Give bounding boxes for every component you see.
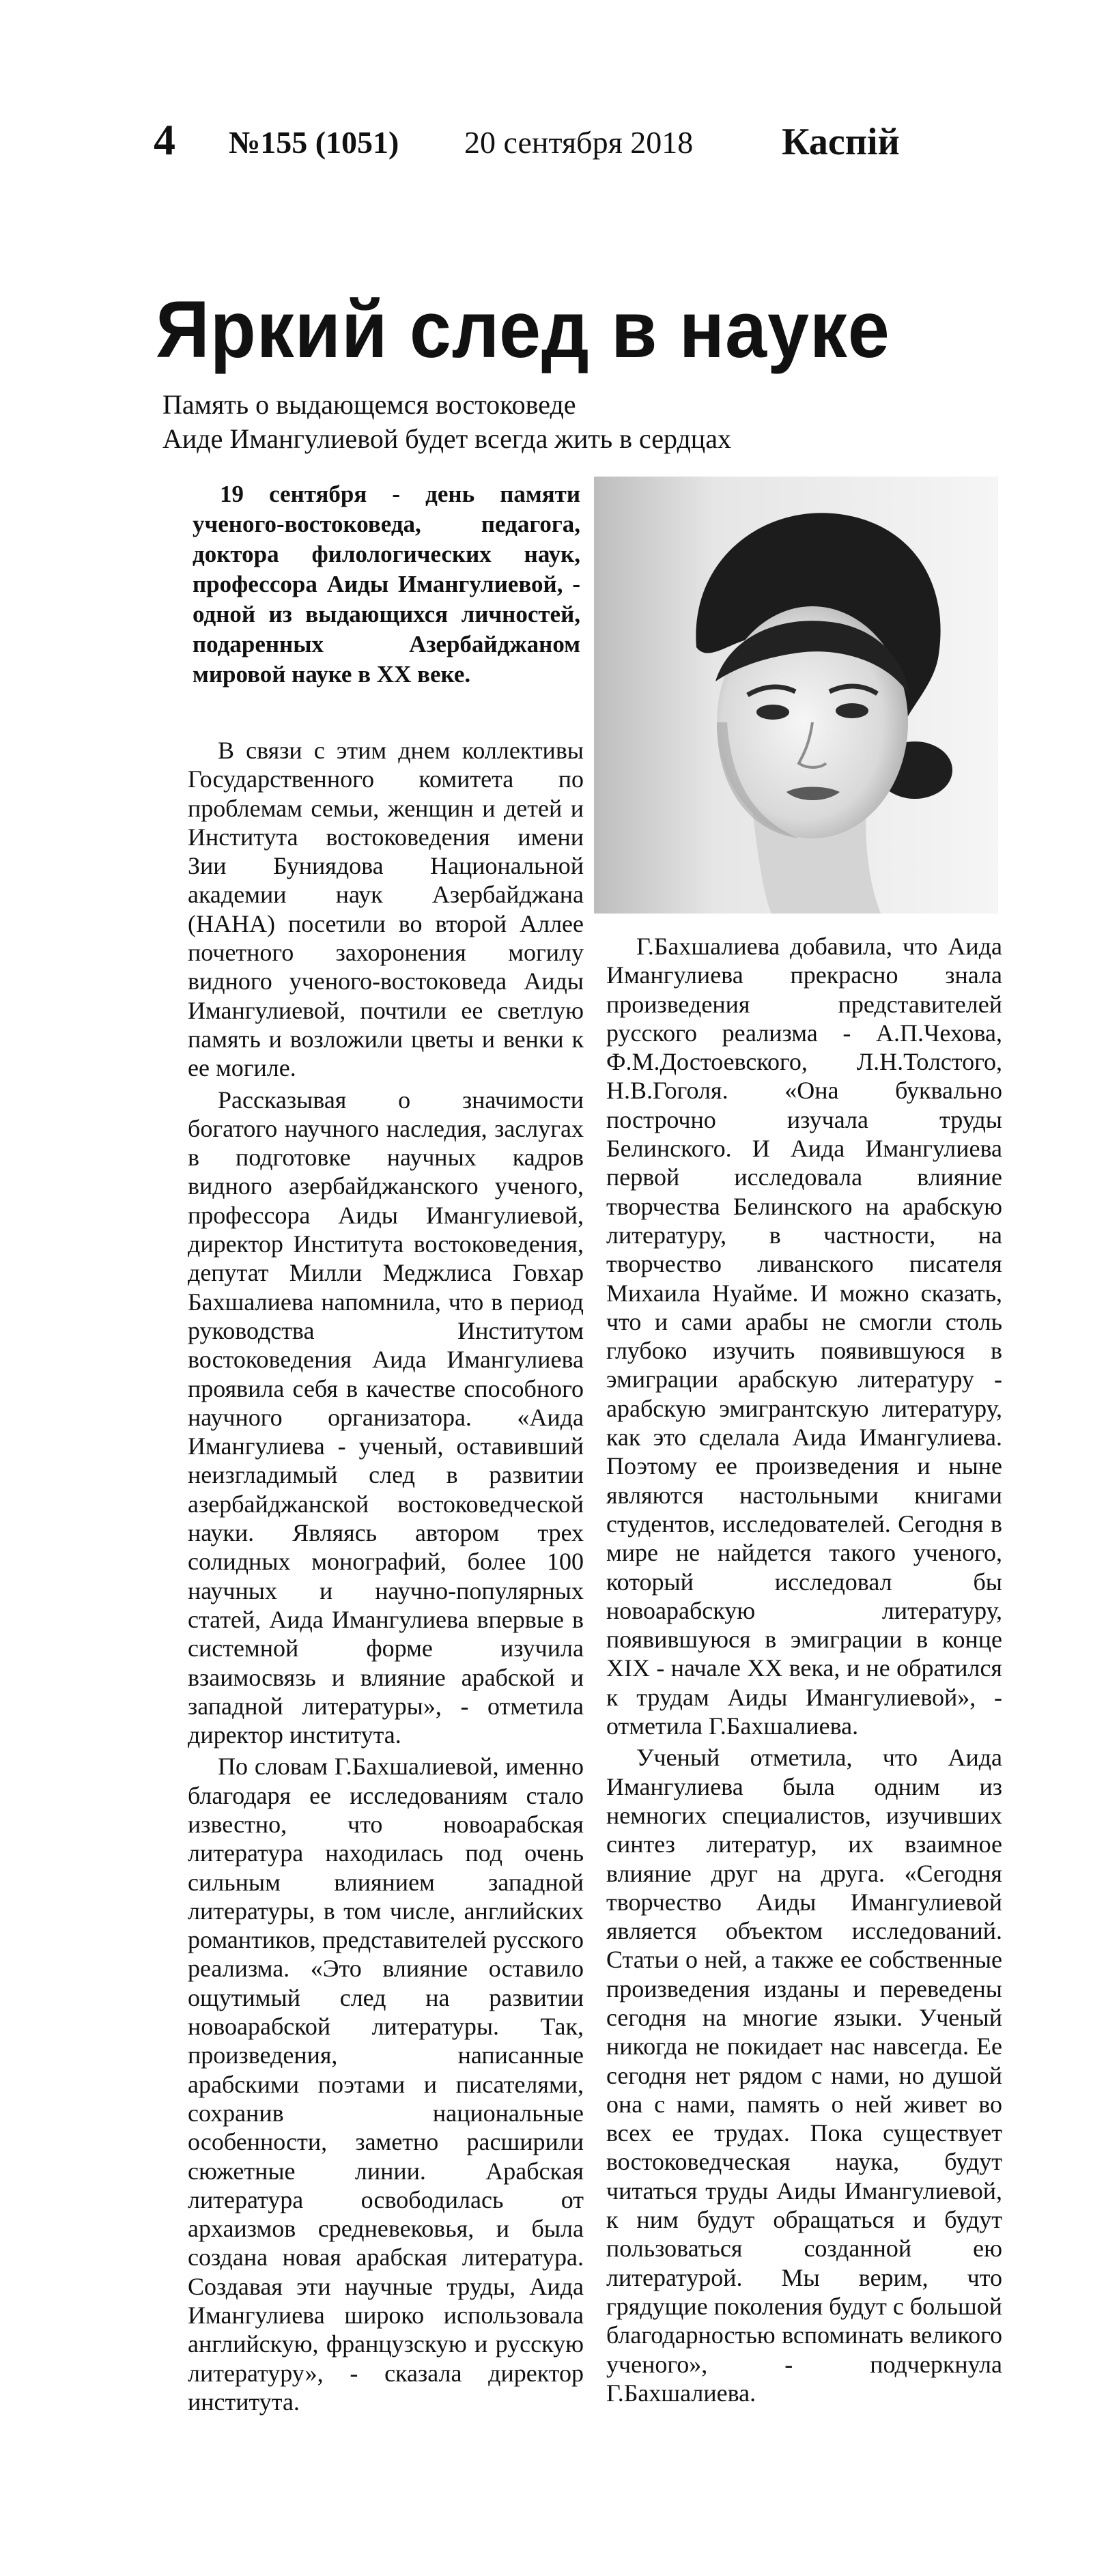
subtitle-line: Память о выдающемся востоковеде <box>162 389 576 420</box>
article-lead: 19 сентября - день памяти ученого-востоковеда, педагога, доктора филологических наук, профессора Аиды Имангулиевой, - одной из выдающихся личностей, подаренных Азербайджаном мировой науке в XX веке. <box>193 481 580 688</box>
issue-number: №155 (1051) <box>229 125 399 160</box>
issue-date: 20 сентября 2018 <box>464 125 694 160</box>
article-paragraph: По словам Г.Бахшалиевой, именно благодаря ее исследованиям стало известно, что новоарабская литература находилась под очень сильным влиянием западной литературы, в том числе, английских романтиков, представителей русского реализма. «Это влияние оставило ощутимый след на развитии новоарабской литературы. Так, произведения, написанные арабскими поэтами и писателями, сохранив национальные особенности, заметно расширили сюжетные линии. Арабская литература освободилась от архаизмов средневековья, и была создана новая арабская литература. Создавая эти научные труды, Аида Имангулиева широко использовала английскую, французскую и русскую литературу», - сказала директор института. <box>188 1753 584 2416</box>
article-paragraph: В связи с этим днем коллективы Государственного комитета по проблемам семьи, женщин и детей и Института востоковедения имени Зии Буниядова Национальной академии наук Азербайджана (НАНА) посетили во второй Аллее почетного захоронения могилу видного ученого-востоковеда Аиды Имангулиевой, почтили ее светлую память и возложили цветы и венки к ее могиле. <box>188 737 584 1082</box>
portrait-illustration <box>594 477 998 914</box>
newspaper-name: Каспiй <box>782 121 900 163</box>
article-column-left <box>188 736 584 2419</box>
masthead <box>147 115 918 176</box>
subtitle-line: Аиде Имангулиевой будет всегда жить в сердцах <box>162 423 731 454</box>
article-subtitle <box>162 388 927 456</box>
article-title: Яркий след в науке <box>156 285 890 375</box>
portrait-photo <box>594 477 998 914</box>
page-number: 4 <box>154 115 175 164</box>
article-paragraph: Г.Бахшалиева добавила, что Аида Имангулиева прекрасно знала произведения представителей русского реализма - А.П.Чехова, Ф.М.Достоевского, Л.Н.Толстого, Н.В.Гоголя. «Она буквально построчно изучала труды Белинского. И Аида Имангулиева первой исследовала влияние творчества Белинского на арабскую литературу, в частности, на творчество ливанского писателя Михаила Нуайме. И можно сказать, что и сами арабы не смогли столь глубоко изучить появившуюся в эмиграции арабскую литературу - арабскую эмигрантскую литературу, как это сделала Аида Имангулиева. Поэтому ее произведения и ныне являются настольными книгами студентов, исследователей. Сегодня в мире не найдется такого ученого, который исследовал бы новоарабскую литературу, появившуюся в эмиграции в конце XIX - начале XX века, и не обратился к трудам Аиды Имангулиевой», - отметила Г.Бахшалиева. <box>606 933 1002 1740</box>
article-paragraph: Рассказывая о значимости богатого научного наследия, заслугах в подготовке научных кадров видного азербайджанского ученого, профессора Аиды Имангулиевой, директор Института востоковедения, депутат Милли Меджлиса Говхар Бахшалиева напомнила, что в период руководства Институтом востоковедения Аида Имангулиева проявила себя в качестве способного научного организатора. «Аида Имангулиева - ученый, оставивший неизгладимый след в развитии азербайджанской востоковедческой науки. Являясь автором трех солидных монографий, более 100 научных и научно-популярных статей, Аида Имангулиева впервые в системной форме изучила взаимосвязь и влияние арабской и западной литературы», - отметила директор института. <box>188 1086 584 1749</box>
article-column-right <box>606 932 1002 2410</box>
article-paragraph: Ученый отметила, что Аида Имангулиева была одним из немногих специалистов, изучивших синтез литератур, их взаимное влияние друг на друга. «Сегодня творчество Аиды Имангулиевой является объектом исследований. Статьи о ней, а также ее собственные произведения изданы и переведены сегодня на многие языки. Ученый никогда не покидает нас навсегда. Ее сегодня нет рядом с нами, но душой она с нами, память о ней живет во всех ее трудах. Пока существует востоковедческая наука, будут читаться труды Аиды Имангулиевой, к ним будут обращаться и будут пользоваться созданной ею литературой. Мы верим, что грядущие поколения будут с большой благодарностью вспоминать великого ученого», - подчеркнула Г.Бахшалиева. <box>606 1744 1003 2407</box>
